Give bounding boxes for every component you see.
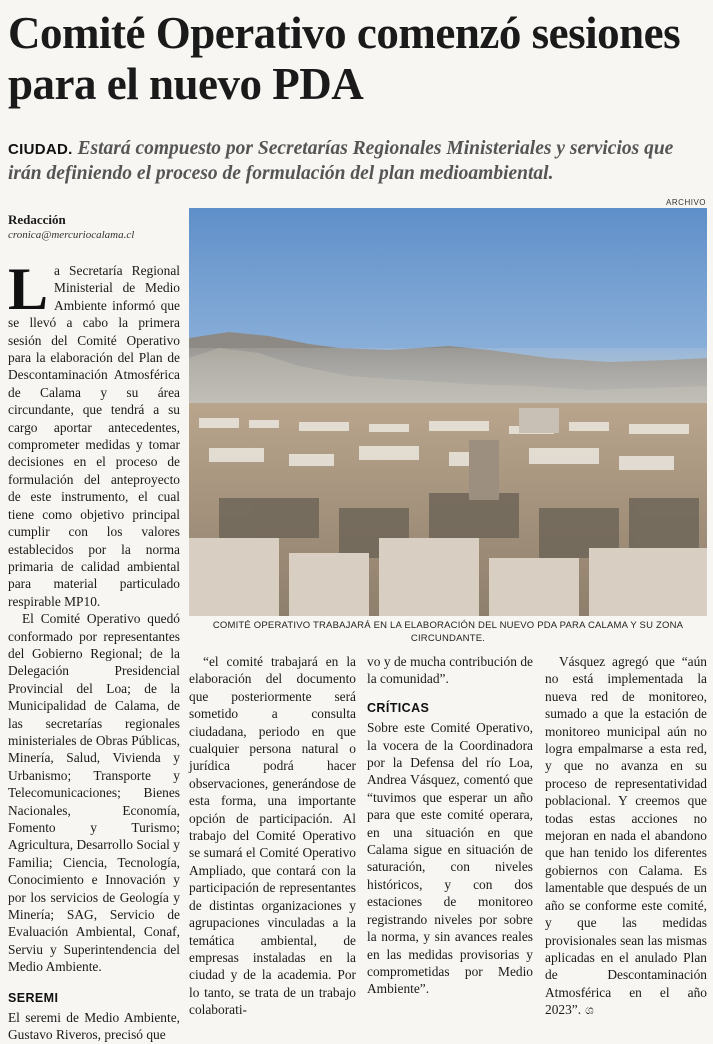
foreground-buildings — [189, 538, 707, 616]
paragraph-3: El seremi de Medio Ambiente, Gustavo Riveros, precisó que — [8, 1010, 180, 1043]
author-email[interactable]: cronica@mercuriocalama.cl — [8, 229, 135, 241]
headline: Comité Operativo comenzó sesiones para el nuevo PDA — [8, 8, 681, 109]
photo-credit: ARCHIVO — [666, 198, 706, 207]
author-name: Redacción — [8, 212, 66, 227]
end-mark-icon: ශ — [585, 1003, 594, 1018]
paragraph-7 — [545, 653, 707, 1020]
column-3 — [367, 653, 533, 997]
column-2 — [189, 653, 356, 1018]
paragraph-2: El Comité Operativo quedó conformado por representantes del Gobierno Regional; de la Delegación Presidencial Provincial del Loa; de la Municipalidad de Calama, de las secretarías regionales ministeriales de Obras Públicas, Minería, Salud, Vivienda y Urbanismo; Transporte y Telecomunicaciones; Bienes Nacionales, Economía, Fomento y Turismo; Agricultura, Desarrollo Social y Familia; Ciencia, Tecnología, Conocimiento e Innovación y por los servicios de Geología y Minería; SAG, Servicio de Evaluación Ambiental, Conaf, Serviu y Superintendencia del Medio Ambiente. — [8, 611, 180, 975]
paragraph-6: Sobre este Comité Operativo, la vocera de la Coordinadora por la Defensa del río Loa, Andrea Vásquez, comentó que “tuvimos que esperar un año para que este comité operara, en una situación en que Calama sigue en situación de saturación, con niveles históricos, y con dos estaciones de monitoreo registrando niveles por sobre la norma, y sin avances reales en las medidas provisorias y comprometidas por Medio Ambiente”. — [367, 720, 533, 997]
deck — [8, 137, 708, 186]
calama-cityscape-illustration — [189, 208, 707, 616]
city-photo — [189, 208, 707, 616]
tall-building — [519, 408, 559, 433]
lead-paragraph — [8, 256, 180, 610]
byline — [8, 212, 178, 243]
drop-cap: L — [8, 256, 49, 322]
section-heading-criticas: CRÍTICAS — [367, 700, 430, 715]
column-1 — [8, 256, 180, 1043]
paragraph-1-text: a Secretaría Regional Ministerial de Medio Ambiente informó que se llevó a cabo la primera sesión del Comité Operativo para la elaboración del Plan de Descontaminación Atmosférica de Calama y su área circundante, que tendrá a su cargo aportar antecedentes, comprometer medidas y tomar decisiones en el proceso de formulación del anteproyecto de este instrumento, el cual tiene como objetivo principal cumplir con los valores establecidos por la norma primaria de calidad ambiental para material particulado respirable MP10. — [8, 263, 180, 609]
paragraph-7-text: Vásquez agregó que “aún no está implementada la nueva red de monitoreo, sumado a que la estación de monitoreo municipal aún no logra empalmarse a esta red, y que no avanza en su proceso de representatividad poblacional. Y creemos que todas estas acciones no mejoran en nada el abandono que han tenido los diferentes gobiernos con Calama. Es lamentable que después de un año se conforme este comité, y que las medidas provisionales sean las mismas aplicadas en el anulado Plan de Descontaminación Atmosférica en el año 2023”. — [545, 654, 707, 1018]
photo-caption: COMITÉ OPERATIVO TRABAJARÁ EN LA ELABORACIÓN DEL NUEVO PDA PARA CALAMA Y SU ZONA CIRCUNDANTE. — [212, 620, 684, 644]
deck-text: Estará compuesto por Secretarías Regionales Ministeriales y servicios que irán definiendo el proceso de formulación del plan medioambiental. — [8, 138, 674, 184]
section-kicker: CIUDAD. — [8, 141, 73, 158]
tower — [469, 440, 499, 500]
section-heading-seremi: SEREMI — [8, 990, 59, 1005]
paragraph-4: “el comité trabajará en la elaboración del documento que posteriormente será sometido a consulta ciudadana, periodo en que cualquier persona natural o jurídica podrá hacer observaciones, generándose de esta forma, una importante opción de participación. Al trabajo del Comité Operativo se sumará el Comité Operativo Ampliado, que contará con la participación de representantes de distintas organizaciones y agrupaciones vinculadas a la temática ambiental, de empresas instaladas en la ciudad y de la academia. Por lo tanto, se trata de un trabajo colaborati- — [189, 654, 356, 1018]
column-4 — [545, 653, 707, 1018]
paragraph-5: vo y de mucha contribución de la comunidad”. — [367, 654, 533, 687]
